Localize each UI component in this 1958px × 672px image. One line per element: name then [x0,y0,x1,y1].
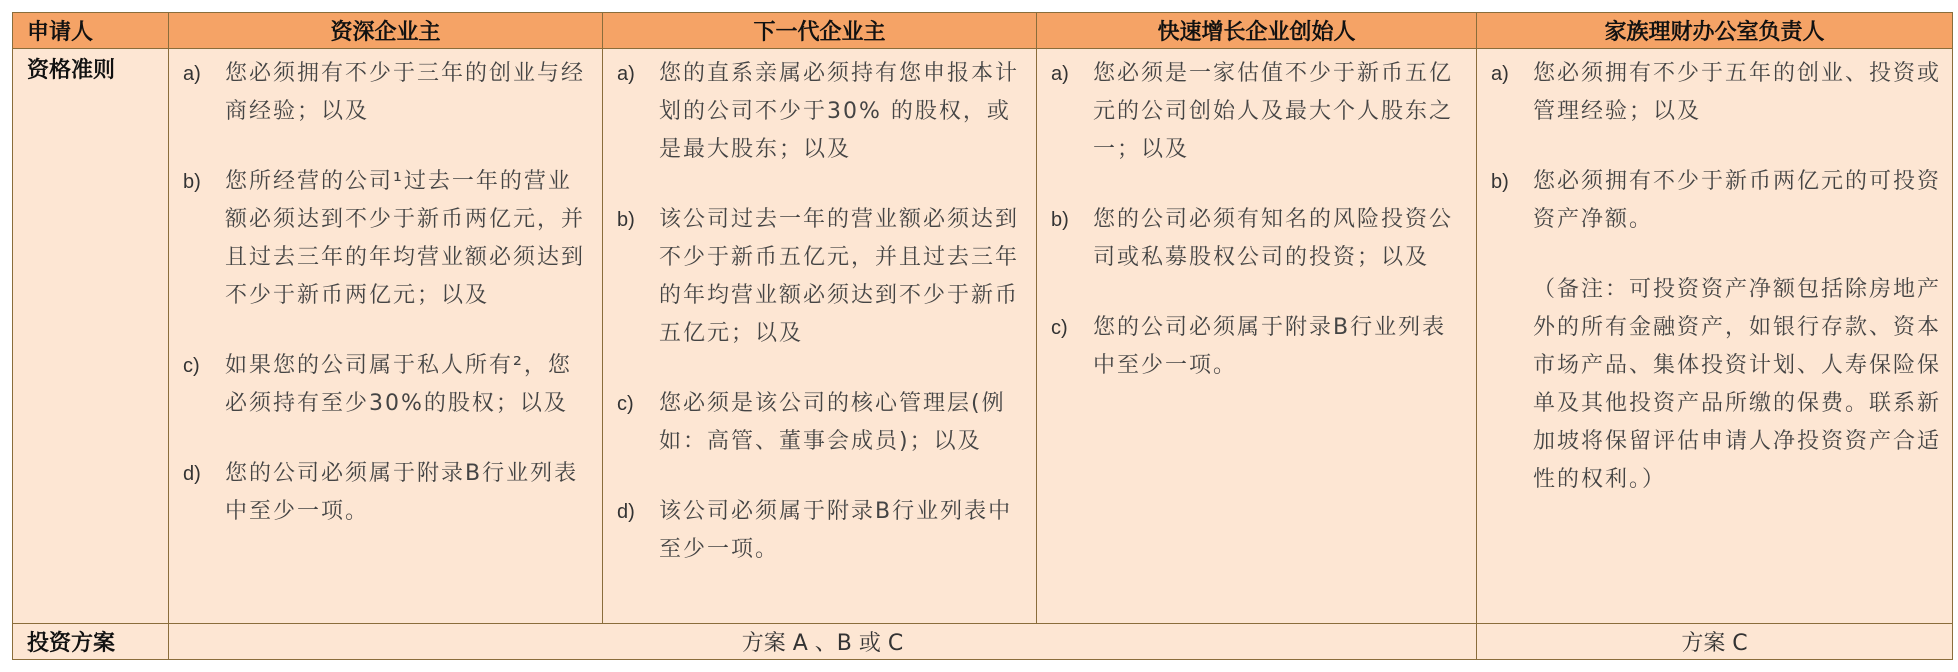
criteria-row [13,49,1953,624]
item-letter: b) [183,171,201,193]
list-item [1051,55,1466,169]
header-row [13,13,1953,49]
item-text: 您的公司必须属于附录B行业列表中至少一项。 [225,461,579,524]
list-item [1491,55,1942,131]
criteria-cell-next-gen-owner [603,49,1037,624]
list-item [1051,309,1466,385]
item-letter: b) [1491,171,1509,193]
item-text: 您的直系亲属必须持有您申报本计划的公司不少于30% 的股权，或是最大股东；以及 [659,61,1020,162]
item-text: 您必须是一家估值不少于新币五亿元的公司创始人及最大个人股东之一；以及 [1093,61,1454,162]
item-text: 您的公司必须有知名的风险投资公司或私募股权公司的投资；以及 [1093,207,1454,270]
eligibility-table [12,12,1953,660]
item-text: 您的公司必须属于附录B行业列表中至少一项。 [1093,315,1447,378]
item-letter: c) [1051,317,1068,339]
item-letter: a) [1491,63,1509,85]
item-text: 该公司必须属于附录B行业列表中至少一项。 [659,499,1013,562]
list-item [183,347,592,423]
item-text: 您必须拥有不少于三年的创业与经商经验；以及 [225,61,586,124]
list-item [1491,163,1942,239]
item-letter: a) [617,63,635,85]
item-letter: b) [1051,209,1069,231]
item-text: 您所经营的公司¹过去一年的营业额必须达到不少于新币两亿元，并且过去三年的年均营业额必须达到不少于新币两亿元；以及 [225,169,586,308]
item-text: 您必须是该公司的核心管理层(例如：高管、董事会成员)；以及 [659,391,1006,454]
item-letter: b) [617,209,635,231]
list-item [617,201,1026,353]
plan-option-c: 方案 C [1477,624,1953,660]
item-text: 您必须拥有不少于五年的创业、投资或管理经验；以及 [1533,61,1942,124]
plan-options-abc: 方案 A 、B 或 C [169,624,1477,660]
item-letter: a) [183,63,201,85]
list-item [183,455,592,531]
list-item [183,55,592,131]
plan-row [13,624,1953,660]
item-text: 该公司过去一年的营业额必须达到不少于新币五亿元，并且过去三年的年均营业额必须达到不少于新币五亿元；以及 [659,207,1020,346]
criteria-label: 资格准则 [13,49,169,624]
column-header-family-office-head: 家族理财办公室负责人 [1477,13,1953,49]
applicant-header: 申请人 [13,13,169,49]
column-header-next-gen-owner: 下一代企业主 [603,13,1037,49]
item-text: 如果您的公司属于私人所有²，您必须持有至少30%的股权；以及 [225,353,572,416]
list-item [617,385,1026,461]
list-item [1051,201,1466,277]
column-header-senior-owner: 资深企业主 [169,13,603,49]
item-letter: d) [183,463,201,485]
criteria-cell-fast-growth-founder [1037,49,1477,624]
item-letter: c) [183,355,200,377]
item-letter: a) [1051,63,1069,85]
item-letter: d) [617,501,635,523]
criteria-cell-family-office-head [1477,49,1953,624]
list-item [617,493,1026,569]
item-text: 您必须拥有不少于新币两亿元的可投资资产净额。 [1533,169,1942,232]
list-item [183,163,592,315]
criteria-cell-senior-owner [169,49,603,624]
investable-assets-note: （备注：可投资资产净额包括除房地产外的所有金融资产，如银行存款、资本市场产品、集体投资计划、人寿保险保单及其他投资产品所缴的保费。联系新加坡将保留评估申请人净投资资产合适性的权利。） [1533,277,1942,492]
plan-label: 投资方案 [13,624,169,660]
item-letter: c) [617,393,634,415]
column-header-fast-growth-founder: 快速增长企业创始人 [1037,13,1477,49]
list-item [617,55,1026,169]
